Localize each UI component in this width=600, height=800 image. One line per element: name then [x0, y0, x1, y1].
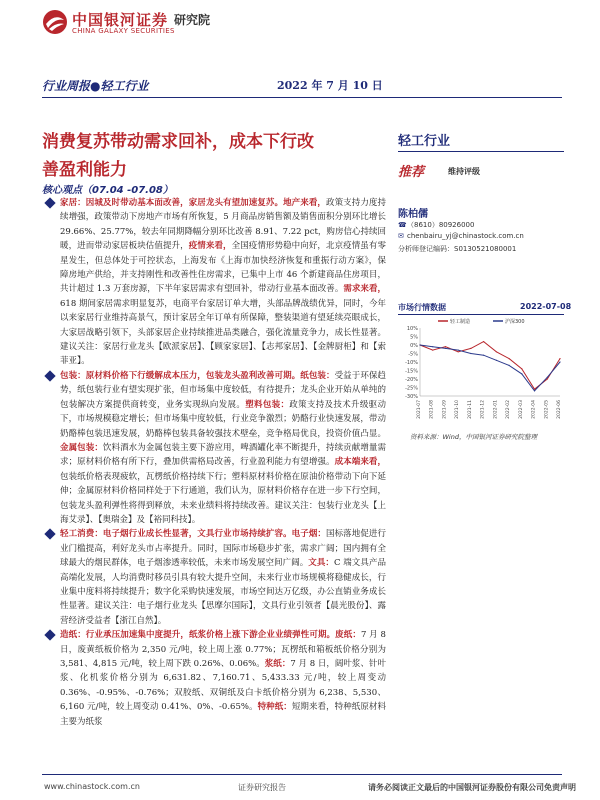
data-point	[547, 378, 548, 379]
y-tick-label: -25%	[405, 385, 418, 392]
bullet-icon	[44, 529, 55, 540]
data-point	[432, 350, 433, 351]
chart-title: 市场行情数据	[398, 303, 446, 312]
analyst-email[interactable]: ✉ chenbairu_yj@chinastock.com.cn	[398, 232, 524, 240]
phone-icon: ☎	[398, 221, 407, 229]
logo-text-en: CHINA GALAXY SECURITIES	[72, 27, 175, 35]
rating-label: 维持评级	[448, 167, 480, 176]
data-point	[559, 361, 560, 362]
x-tick-label: 2022-01	[493, 400, 499, 419]
email-icon: ✉	[398, 232, 404, 240]
x-tick-label: 2022-05	[544, 400, 550, 419]
data-point	[547, 377, 548, 378]
series-line-1	[420, 342, 560, 390]
footer-disclaimer: 请务必阅读正文最后的中国银河证券股份有限公司免责声明	[368, 783, 576, 792]
data-point	[483, 355, 484, 356]
y-tick-label: 5%	[410, 334, 418, 341]
data-point	[419, 344, 420, 345]
data-point	[445, 346, 446, 347]
divider	[398, 314, 564, 315]
data-point	[445, 348, 446, 349]
footer-website-link[interactable]: www.chinastock.com.cn	[44, 782, 140, 791]
data-point	[508, 358, 509, 359]
data-point	[521, 368, 522, 369]
data-point	[521, 373, 522, 374]
bullet-icon	[44, 370, 55, 381]
divider	[398, 151, 564, 152]
x-tick-label: 2022-02	[506, 400, 512, 419]
data-point	[458, 350, 459, 351]
market-chart	[398, 316, 564, 426]
core-view-heading: 核心观点（07.04 -07.08）	[42, 185, 173, 196]
x-tick-label: 2022-06	[557, 400, 562, 419]
report-bar	[42, 73, 562, 97]
recommendation-badge: 推荐	[398, 165, 425, 180]
paragraph-packaging: 包装：原材料价格下行缓解成本压力，包装龙头盈利改善可期。纸包装：受益于环保趋势，纸包装行业有望实现扩张，但市场集中度较低，有待提升；龙头企业开始从单纯的包装解决方案提供商转变，业务实现纵向发展。塑料包装：政策支持及技术升级驱动下，市场规模稳定增长；但市场集中度较低，行业竞争激烈；奶酪行业快速发展，带动奶酪棒包装迅速发展，奶酪棒包装具备较强技术壁垒，竞争格局优良，投资价值凸显。金属包装：饮料酒水为金属包装主要下游应用，啤酒罐化率不断提升，持续贡献增量需求；原材料价格有所下行，叠加供需格局改善，行业盈利能力有望增强。成本端来看，包装纸价格表现疲软，瓦楞纸价格持续下行；塑料原材料价格在原油价格带动下向下延伸；金属原材料价格同样处于下行通道，我们认为，原材料价格存在进一步下行空间，包装龙头盈利弹性将得到释放，未来业绩料将持续改善。建议关注：包装行业龙头【上海艾录】、【奥瑞金】及【裕同科技】。	[44, 369, 386, 527]
y-tick-label: -10%	[405, 360, 418, 366]
paragraph-home-furnishing: 家居：因城及时带动基本面改善，家居龙头有望加速复苏。地产来看，政策支持力度持续增强，政策带动下房地产市场有所恢复，5 月商品房销售额及销售面积分别环比增长 29.66%、25.77%，较去年同期降幅分别环比改善 8.91、7.22 pct，购房信心持续回暖，进而带动家居板块估值提升，疫情来看，全国疫情形势稳中向好，北京疫情虽有零星发生，但总体处于可控状态，上海发布《上海市加快经济恢复和重振行动方案》，保障房地产供给，并支持刚性和改善性住房需求，已集中上市 46 个新建商品住房项目，共计超过 1.3 万套房源，下半年家居需求有望回补，带动行业基本面改善。需求来看，618 期间家居需求明显复苏，电商平台家居订单大增，头部品牌战绩优异，同时，今年以来家居行业维持高景气，预计家居全年订单有所保障，整装渠道有望延续亮眼成长，大家居战略引领下，头部家居企业持续推进品类融合，强化流量竞争力，成长性显著。建议关注：家居行业龙头【欧派家居】、【顾家家居】、【志邦家居】、【金牌厨柜】和【索菲亚】。	[44, 196, 386, 369]
data-point	[496, 360, 497, 361]
x-tick-label: 2021-11	[467, 400, 473, 419]
series-line-2	[420, 345, 560, 391]
report-body	[44, 196, 386, 729]
data-point	[470, 348, 471, 349]
report-date: 2022 年 7 月 10 日	[277, 79, 383, 92]
analyst-phone: ☎（8610）80926000	[398, 221, 475, 229]
analyst-license: 分析师登记编码：S0130521080001	[398, 245, 517, 253]
y-tick-label: -15%	[405, 368, 418, 375]
divider	[42, 97, 562, 98]
institute-label: 研究院	[174, 13, 211, 27]
data-point	[483, 341, 484, 342]
page-title-line-2: 善盈利能力	[42, 160, 127, 180]
footer-note: 证券研究报告	[238, 783, 286, 792]
y-tick-label: 10%	[406, 326, 418, 332]
data-point	[458, 351, 459, 352]
bullet-icon	[44, 197, 55, 208]
chart-date: 2022-07-08	[520, 302, 572, 311]
data-point	[470, 353, 471, 354]
page-title-line-1: 消费复苏带动需求回补，成本下行改	[42, 132, 314, 152]
chart-source: 资料来源：Wind，中国银河证券研究院整理	[410, 433, 537, 441]
data-point	[534, 390, 535, 391]
data-point	[432, 346, 433, 347]
divider	[42, 774, 562, 775]
bullet-icon	[44, 630, 55, 641]
data-point	[496, 351, 497, 352]
legend-label: 沪深300	[505, 319, 525, 325]
y-tick-label: -30%	[405, 394, 418, 400]
y-tick-label: 0%	[410, 343, 418, 349]
legend-label: 轻工制造	[450, 319, 471, 325]
paragraph-light-consumption: 轻工消费：电子烟行业成长性显著，文具行业市场持续扩容。电子烟：国标落地促进行业门槛提高，利好龙头市占率提升。同时，国际市场稳步扩张，需求广阔；国内拥有全球最大的烟民群体，电子烟渗透率较低，未来市场发展空间广阔。文具：C 端文具产品高端化发展，人均消费时移员引具有较大提升空间，未来行业市场规模将稳健成长，行业集中度料将持续提升；数字化采购快速发展，市场空间达万亿级，办公直销业务成长性显著。建议关注：电子烟行业龙头【思摩尔国际】，文具行业引领者【晨光股份】、露营经济受益者【浙江自然】。	[44, 527, 386, 628]
x-tick-label: 2021-07	[417, 400, 422, 419]
logo-text-cn: 中国银河证券	[72, 11, 169, 29]
sidebar-industry: 轻工行业	[398, 134, 451, 149]
x-tick-label: 2021-08	[429, 400, 435, 419]
x-tick-label: 2021-09	[442, 400, 448, 419]
data-point	[508, 365, 509, 366]
galaxy-logo-icon	[42, 9, 68, 35]
report-type: 行业周报●轻工行业	[42, 79, 149, 93]
x-tick-label: 2021-10	[455, 400, 461, 419]
y-tick-label: -5%	[408, 351, 418, 358]
x-tick-label: 2021-12	[480, 400, 486, 419]
y-tick-label: -20%	[405, 377, 418, 383]
x-tick-label: 2022-04	[531, 400, 537, 419]
paragraph-paper: 造纸：行业承压加速集中度提升，纸浆价格上涨下游企业业绩弹性可期。废纸：7 月 8 日，废黄纸板价格为 2,350 元/吨，较上周上涨 0.77%；瓦楞纸和箱板纸价格分别为 3,581、4,815 元/吨，较上周下跌 0.26%、0.06%。浆纸：7 月 8 日，阔叶浆、针叶浆、化机浆价格分别为 6,631.82、7,160.71、5,433.33 元/吨，较上周变动 0.36%、-0.95%、-0.76%；双胶纸、双铜纸及白卡纸价格分别为 6,238、5,530、6,160 元/吨，较上周变动 0.41%、0%、-0.65%。特种纸：短期来看，特种纸原材料主要为纸浆	[44, 628, 386, 729]
data-point	[559, 358, 560, 359]
analyst-name: 陈柏儒	[398, 209, 428, 220]
x-tick-label: 2022-03	[518, 400, 524, 419]
